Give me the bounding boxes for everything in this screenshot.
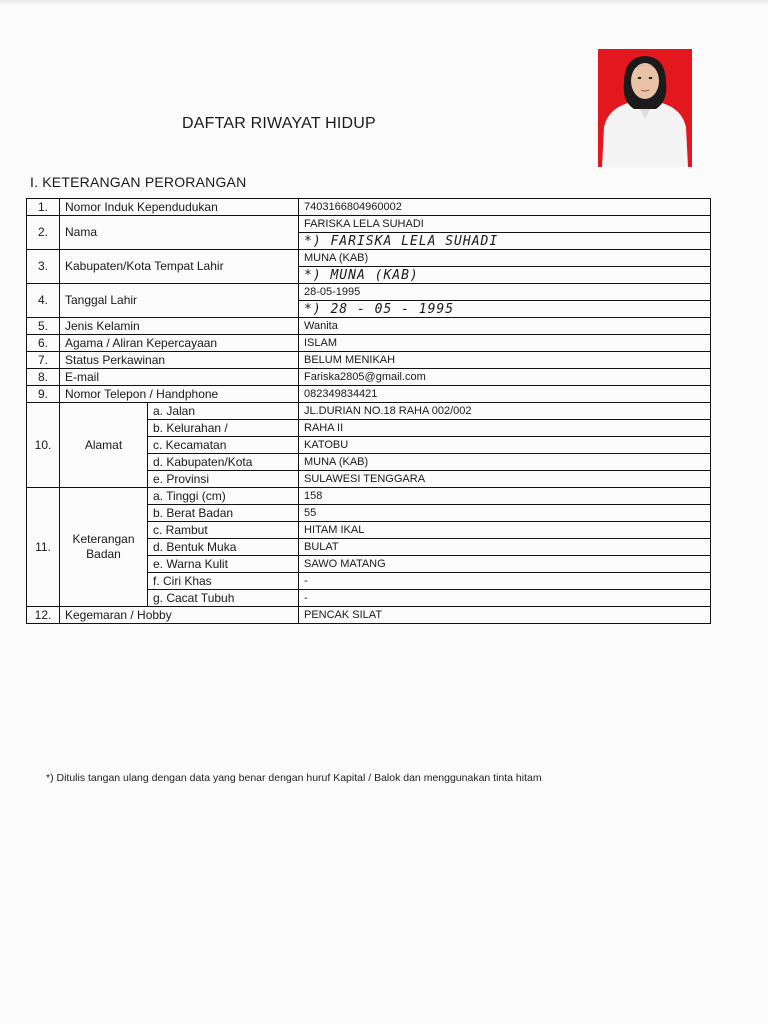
table-row [27,386,711,403]
field-value: Wanita [299,318,711,335]
sub-field-label: a. Tinggi (cm) [148,488,299,505]
row-number: 9. [27,386,60,403]
field-value: RAHA II [299,420,711,437]
sub-field-label: c. Kecamatan [148,437,299,454]
table-row [27,488,711,505]
field-label-line: Keterangan [72,532,135,546]
row-number: 10. [27,403,60,488]
handwritten-value: *) MUNA (KAB) [299,267,711,284]
table-row [27,318,711,335]
field-label: Tanggal Lahir [60,284,299,318]
field-value: HITAM IKAL [299,522,711,539]
handwritten-value: *) 28 - 05 - 1995 [299,301,711,318]
table-row [27,607,711,624]
field-value: 082349834421 [299,386,711,403]
field-label: E-mail [60,369,299,386]
field-label: Nomor Telepon / Handphone [60,386,299,403]
field-label: Nama [60,216,299,250]
table-row [27,250,711,267]
row-number: 2. [27,216,60,250]
field-label: Nomor Induk Kependudukan [60,199,299,216]
section-title: I. KETERANGAN PERORANGAN [30,174,247,190]
table-row [27,216,711,233]
handwritten-value: *) FARISKA LELA SUHADI [299,233,711,250]
table-row [27,284,711,301]
sub-field-label: c. Rambut [148,522,299,539]
table-row [27,352,711,369]
field-value: PENCAK SILAT [299,607,711,624]
field-label [60,488,148,607]
footnote: *) Ditulis tangan ulang dengan data yang benar dengan huruf Kapital / Balok dan menggunakan tinta hitam [46,772,542,784]
row-number: 1. [27,199,60,216]
row-number: 4. [27,284,60,318]
sub-field-label: d. Bentuk Muka [148,539,299,556]
field-value: SAWO MATANG [299,556,711,573]
field-value: JL.DURIAN NO.18 RAHA 002/002 [299,403,711,420]
sub-field-label: b. Berat Badan [148,505,299,522]
sub-field-label: b. Kelurahan / [148,420,299,437]
row-number: 11. [27,488,60,607]
document-title: DAFTAR RIWAYAT HIDUP [182,115,376,132]
field-label-line: Badan [86,547,121,561]
table-row [27,199,711,216]
row-number: 12. [27,607,60,624]
field-label: Kabupaten/Kota Tempat Lahir [60,250,299,284]
table-row [27,403,711,420]
sub-field-label: g. Cacat Tubuh [148,590,299,607]
field-label: Alamat [60,403,148,488]
table-row [27,335,711,352]
field-label: Status Perkawinan [60,352,299,369]
field-value: 158 [299,488,711,505]
row-number: 3. [27,250,60,284]
field-value: 28-05-1995 [299,284,711,301]
personal-info-table [26,198,711,624]
row-number: 5. [27,318,60,335]
field-value: SULAWESI TENGGARA [299,471,711,488]
field-value: 55 [299,505,711,522]
person-portrait-image [598,49,692,167]
field-value: MUNA (KAB) [299,454,711,471]
field-value: BULAT [299,539,711,556]
field-value: KATOBU [299,437,711,454]
sub-field-label: f. Ciri Khas [148,573,299,590]
field-value: - [299,590,711,607]
page-top-edge [0,0,768,6]
field-value: MUNA (KAB) [299,250,711,267]
field-value: Fariska2805@gmail.com [299,369,711,386]
sub-field-label: a. Jalan [148,403,299,420]
field-value: ISLAM [299,335,711,352]
row-number: 6. [27,335,60,352]
row-number: 8. [27,369,60,386]
field-value: - [299,573,711,590]
field-value: FARISKA LELA SUHADI [299,216,711,233]
sub-field-label: e. Provinsi [148,471,299,488]
field-label: Agama / Aliran Kepercayaan [60,335,299,352]
sub-field-label: d. Kabupaten/Kota [148,454,299,471]
field-value: 7403166804960002 [299,199,711,216]
field-label: Jenis Kelamin [60,318,299,335]
table-row [27,369,711,386]
row-number: 7. [27,352,60,369]
field-label: Kegemaran / Hobby [60,607,299,624]
sub-field-label: e. Warna Kulit [148,556,299,573]
field-value: BELUM MENIKAH [299,352,711,369]
passport-photo [598,49,692,167]
